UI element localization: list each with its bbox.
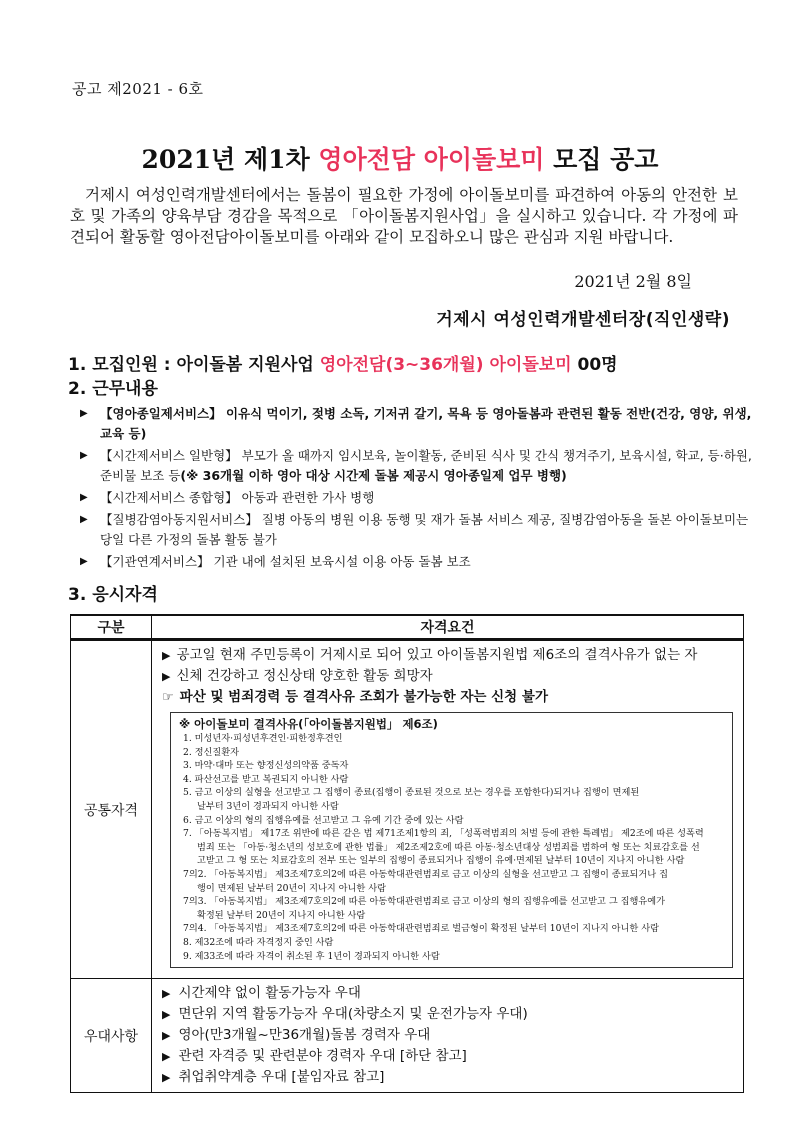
preferred-line xyxy=(162,1004,737,1025)
announcement-date: 2021년 2월 8일 xyxy=(574,272,692,291)
triangle-right-icon: ▶ xyxy=(80,514,88,525)
triangle-right-icon: ▶ xyxy=(162,1050,171,1064)
duty-note: (※ 36개월 이하 영아 대상 시간제 돌봄 제공시 영아종일제 업무 병행) xyxy=(180,468,567,483)
preferred-text: 면단위 지역 활동가능자 우대(차량소지 및 운전가능자 우대) xyxy=(178,1006,528,1023)
header-requirements: 자격요건 xyxy=(152,615,744,640)
page-title xyxy=(0,140,800,176)
requirement-line xyxy=(162,645,737,666)
title-part2: 모집 공고 xyxy=(544,145,659,174)
duty-text: 【시간제서비스 일반형】 부모가 올 때까지 임시보육, 놀이활동, 준비된 식사 및 간식 챙겨주기, 보육시설, 학교, 등·하원, 준비물 보조 등 xyxy=(100,448,752,483)
duty-item xyxy=(80,510,760,550)
preferred-line xyxy=(162,983,737,1004)
disqualification-line: 7의4. 「아동복지법」 제3조제7호의2에 따른 아동학대관련범죄로 벌금형이 확정된 날부터 10년이 지나지 아니한 사람 xyxy=(183,923,659,935)
duty-item xyxy=(80,488,760,508)
triangle-right-icon: ▶ xyxy=(162,987,171,1001)
disqualification-line: 6. 금고 이상의 형의 집행유예를 선고받고 그 유예 기간 중에 있는 사람 xyxy=(183,814,464,826)
section-3-heading: 3. 응시자격 xyxy=(68,585,158,605)
duty-item xyxy=(80,552,760,572)
preferred-text: 영아(만3개월~만36개월)돌봄 경력자 우대 xyxy=(178,1027,431,1044)
table-row xyxy=(71,640,744,979)
title-part1: 2021년 제1차 xyxy=(141,145,319,174)
section-1-suffix: 00명 xyxy=(571,355,618,375)
preferred-line xyxy=(162,1067,737,1088)
disqualification-box xyxy=(170,712,733,968)
disqualification-line: 범죄 또는 「아동·청소년의 성보호에 관한 법률」 제2조제2호에 따른 아동·청소년대상 성범죄를 범하여 형 또는 치료감호를 선 xyxy=(197,841,700,853)
preferred-text: 취업취약계층 우대 [붙임자료 참고] xyxy=(178,1069,385,1086)
triangle-right-icon: ▶ xyxy=(80,492,88,503)
disqualification-line: 1. 미성년자·피성년후견인·피한정후견인 xyxy=(183,733,343,744)
intro-paragraph xyxy=(70,185,738,248)
triangle-right-icon: ▶ xyxy=(80,408,88,419)
notice-number: 공고 제2021 - 6호 xyxy=(72,80,204,98)
preferred-text: 관련 자격증 및 관련분야 경력자 우대 [하단 참고] xyxy=(178,1048,467,1065)
duty-text: 【시간제서비스 종합형】 아동과 관련한 가사 병행 xyxy=(100,490,375,505)
requirement-text: 신체 건강하고 정신상태 양호한 활동 희망자 xyxy=(176,668,433,684)
duty-item xyxy=(80,404,760,444)
pointing-hand-icon: ☞ xyxy=(162,690,174,705)
triangle-right-icon: ▶ xyxy=(162,1008,171,1022)
disqualification-line: 7의2. 「아동복지법」 제3조제7호의2에 따른 아동학대관련범죄로 금고 이상의 실형을 선고받고 그 집행이 종료되거나 집 xyxy=(183,868,668,880)
disqualification-line: 7의3. 「아동복지법」 제3조제7호의2에 따른 아동학대관련범죄로 금고 이상의 형의 집행유예를 선고받고 그 집행유예가 xyxy=(183,896,666,908)
table-header-row xyxy=(71,615,744,640)
triangle-right-icon: ▶ xyxy=(80,556,88,567)
duty-text: 【영아종일제서비스】 이유식 먹이기, 젖병 소독, 기저귀 갈기, 목욕 등 영아돌봄과 관련된 활동 전반(건강, 영양, 위생, 교육 등) xyxy=(100,406,752,441)
requirement-line-bold xyxy=(162,687,737,708)
title-highlight: 영아전담 아이돌보미 xyxy=(318,145,545,174)
triangle-right-icon: ▶ xyxy=(162,670,171,683)
requirement-text: 파산 및 범죄경력 등 결격사유 조회가 불가능한 자는 신청 불가 xyxy=(179,689,548,705)
header-category: 구분 xyxy=(71,615,152,640)
disqualification-line: 확정된 날부터 20년이 지나지 아니한 사람 xyxy=(197,909,366,921)
preferred-line xyxy=(162,1025,737,1046)
triangle-right-icon: ▶ xyxy=(162,649,171,662)
section-2-heading: 2. 근무내용 xyxy=(68,379,158,399)
disqualification-line: 고받고 그 형 또는 치료감호의 전부 또는 일부의 집행이 종료되거나 집행이 유예·면제된 날부터 10년이 지나지 아니한 사람 xyxy=(197,855,685,867)
requirement-text: 공고일 현재 주민등록이 거제시로 되어 있고 아이돌봄지원법 제6조의 결격사유가 없는 자 xyxy=(176,647,698,663)
triangle-right-icon: ▶ xyxy=(162,1029,171,1043)
qualification-table xyxy=(70,614,744,1093)
row-label-common: 공통자격 xyxy=(71,640,152,979)
disqualification-line: 8. 제32조에 따라 자격정지 중인 사람 xyxy=(183,936,334,948)
duty-text: 【기관연계서비스】 기관 내에 설치된 보육시설 이용 아동 돌봄 보조 xyxy=(100,554,471,569)
box-lines xyxy=(179,732,726,963)
disqualification-line: 4. 파산선고를 받고 복권되지 아니한 사람 xyxy=(183,773,349,785)
organization-signature: 거제시 여성인력개발센터장(직인생략) xyxy=(436,310,730,330)
box-title: ※ 아이돌보미 결격사유(「아이돌봄지원법」 제6조) xyxy=(179,717,438,731)
duties-list xyxy=(80,404,760,574)
section-1-highlight: 영아전담(3~36개월) 아이돌보미 xyxy=(319,355,572,375)
disqualification-line: 3. 마약·대마 또는 향정신성의약품 중독자 xyxy=(183,760,349,772)
triangle-right-icon: ▶ xyxy=(80,450,88,461)
preferred-cell xyxy=(152,979,744,1093)
disqualification-line: 9. 제33조에 따라 자격이 취소된 후 1년이 경과되지 아니한 사람 xyxy=(183,950,440,962)
disqualification-line: 2. 정신질환자 xyxy=(183,746,240,758)
preferred-text: 시간제약 없이 활동가능자 우대 xyxy=(178,985,361,1002)
disqualification-line: 5. 금고 이상의 실형을 선고받고 그 집행이 종료(집행이 종료된 것으로 보는 경우를 포함한다)되거나 집행이 면제된 xyxy=(183,787,640,799)
duty-text: 【질병감염아동지원서비스】 질병 아동의 병원 이용 동행 및 재가 돌봄 서비스 제공, 질병감염아동을 돌본 아이돌보미는 당일 다른 가정의 돌봄 활동 불가 xyxy=(100,512,749,547)
section-1-heading xyxy=(68,350,618,375)
table-row xyxy=(71,979,744,1093)
row-label-preferred: 우대사항 xyxy=(71,979,152,1093)
requirement-line xyxy=(162,666,737,687)
disqualification-line: 7. 「아동복지법」 제17조 위반에 따른 같은 법 제71조제1항의 죄, 「성폭력범죄의 처벌 등에 관한 특례법」 제2조에 따른 성폭력 xyxy=(183,828,704,840)
preferred-line xyxy=(162,1046,737,1067)
section-1-prefix: 1. 모집인원 : 아이돌봄 지원사업 xyxy=(68,355,320,375)
intro-text: 거제시 여성인력개발센터에서는 돌봄이 필요한 가정에 아이돌보미를 파견하여 아동의 안전한 보호 및 가족의 양육부담 경감을 목적으로 「아이돌봄지원사업」을 실시하고 있습니다. 각 가정에 파견되어 활동할 영아전담아이돌보미를 아래와 같이 모집하오니 많은 관심과 지원 바랍니다. xyxy=(70,186,738,246)
duty-item xyxy=(80,446,760,486)
disqualification-line: 행이 면제된 날부터 20년이 지나지 아니한 사람 xyxy=(197,882,386,894)
common-requirements-cell xyxy=(152,640,744,979)
triangle-right-icon: ▶ xyxy=(162,1071,171,1085)
disqualification-line: 날부터 3년이 경과되지 아니한 사람 xyxy=(197,800,339,812)
